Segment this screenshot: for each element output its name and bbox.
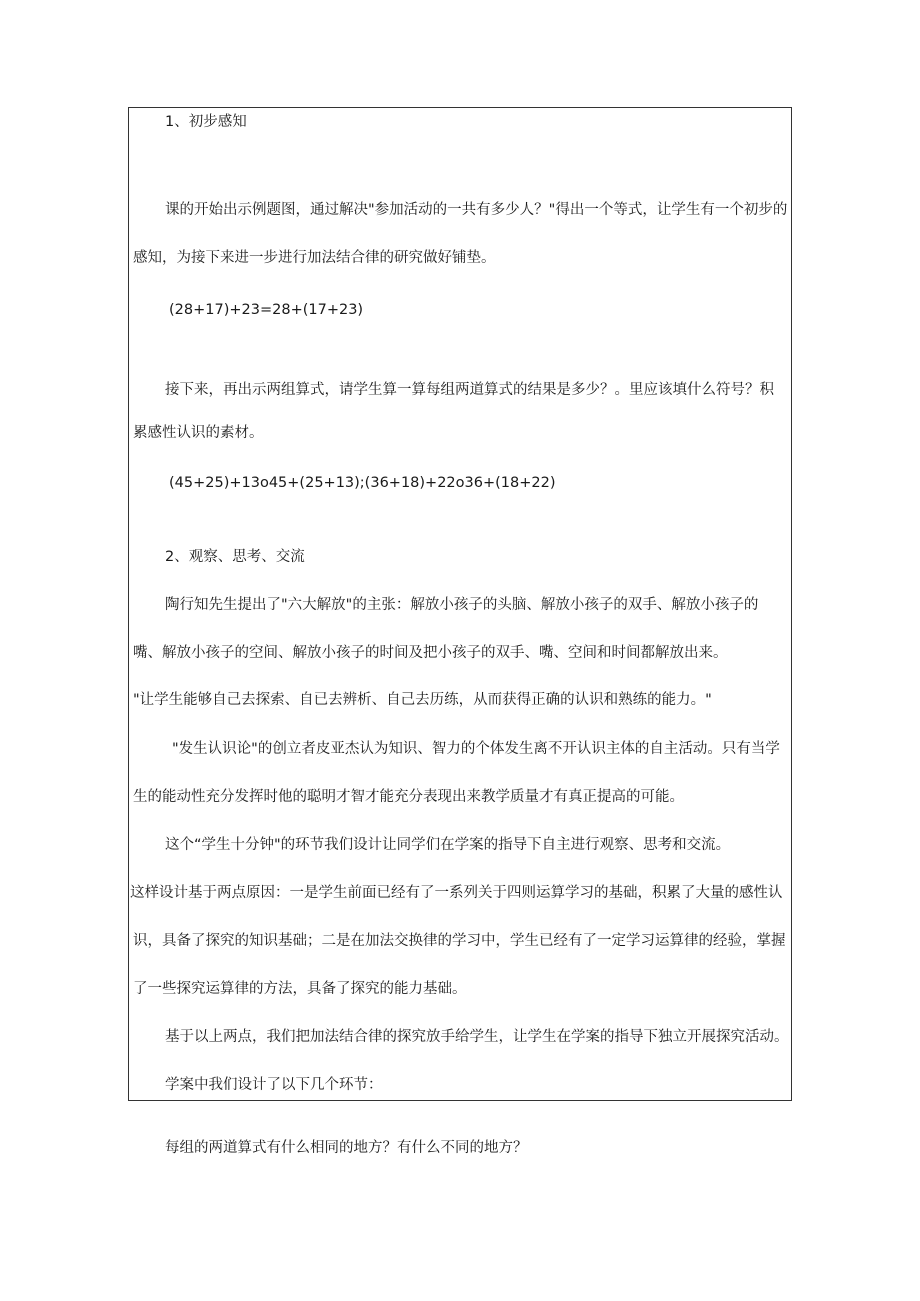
paragraph-line: 识，具备了探究的知识基础；二是在加法交换律的学习中，学生已经有了一定学习运算律的经验，掌握 xyxy=(133,933,786,949)
paragraph-line: 累感性认识的素材。 xyxy=(133,425,264,441)
paragraph-line: "发生认识论"的创立者皮亚杰认为知识、智力的个体发生离不开认识主体的自主活动。只有当学 xyxy=(172,741,780,757)
paragraph-line: 这样设计基于两点原因：一是学生前面已经有了一系列关于四则运算学习的基础，积累了大量的感性认 xyxy=(130,885,783,901)
paragraph-line: 这个“学生十分钟"的环节我们设计让同学们在学案的指导下自主进行观察、思考和交流。 xyxy=(165,837,731,853)
paragraph-line: 生的能动性充分发挥时他的聪明才智才能充分表现出来教学质量才有真正提高的可能。 xyxy=(133,789,684,805)
paragraph-line: 基于以上两点，我们把加法结合律的探究放手给学生，让学生在学案的指导下独立开展探究活动。 xyxy=(165,1029,789,1045)
paragraph-line: 了一些探究运算律的方法，具备了探究的能力基础。 xyxy=(133,981,467,997)
paragraph-line: 嘴、解放小孩子的空间、解放小孩子的时间及把小孩子的双手、嘴、空间和时间都解放出来。 xyxy=(133,645,728,661)
paragraph-line: 学案中我们设计了以下几个环节： xyxy=(165,1077,383,1093)
equation-2: (45+25)+13o45+(25+13);(36+18)+22o36+(18+22) xyxy=(169,475,556,491)
paragraph-line: "让学生能够自己去探索、自已去辨析、自己去历练，从而获得正确的认识和熟练的能力。" xyxy=(133,692,712,708)
paragraph-line: 陶行知先生提出了"六大解放"的主张：解放小孩子的头脑、解放小孩子的双手、解放小孩子的 xyxy=(165,597,759,613)
section-heading-1: 1、初步感知 xyxy=(165,114,247,130)
paragraph-line: 课的开始出示例题图，通过解决"参加活动的一共有多少人？"得出一个等式，让学生有一个初步的 xyxy=(165,202,788,218)
paragraph-line: 接下来，再出示两组算式，请学生算一算每组两道算式的结果是多少？。里应该填什么符号？积 xyxy=(165,382,774,398)
paragraph-line: 感知，为接下来进一步进行加法结合律的研究做好铺垫。 xyxy=(133,250,496,266)
section-heading-2: 2、观察、思考、交流 xyxy=(165,549,305,565)
paragraph-line: 每组的两道算式有什么相同的地方？有什么不同的地方？ xyxy=(165,1140,528,1156)
equation-1: (28+17)+23=28+(17+23) xyxy=(169,302,364,318)
